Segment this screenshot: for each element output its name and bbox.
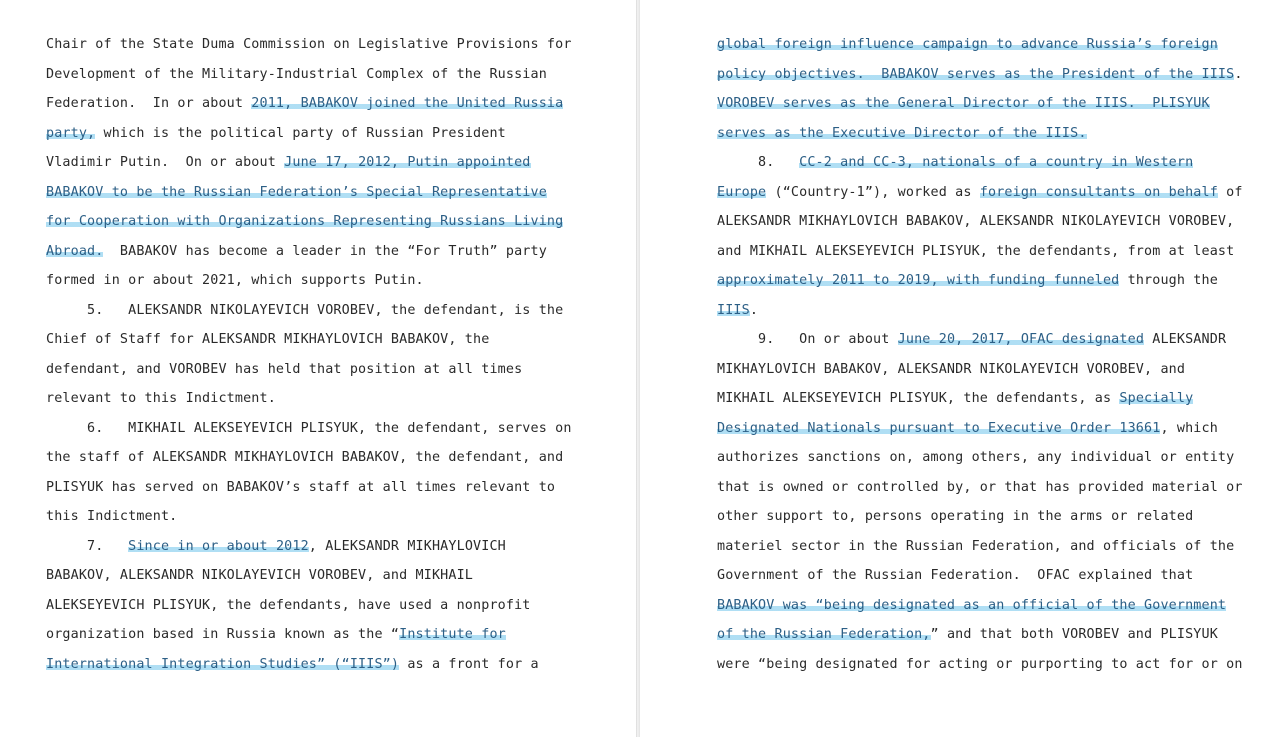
text-line (46, 591, 606, 621)
highlighted-text: June 17, 2012, Putin appointed (284, 155, 531, 170)
text-segment: organization based in Russia known as the “ (46, 627, 400, 642)
text-segment: formed in or about 2021, which supports Putin. (46, 273, 424, 288)
text-segment: PLISYUK has served on BABAKOV’s staff at all times relevant to (46, 479, 556, 495)
text-line (46, 178, 606, 208)
text-segment: . (1234, 66, 1243, 82)
highlighted-text: VOROBEV serves as the General Director of the IIIS. PLISYUK (717, 96, 1210, 111)
text-segment: other support to, persons operating in the arms or related (717, 509, 1194, 524)
text-segment: ALEKSEYEVICH PLISYUK, the defendants, have used a nonprofit (46, 597, 531, 613)
text-line (46, 650, 606, 680)
text-segment: were “being designated for acting or purporting to act for or on (717, 656, 1243, 672)
text-line (46, 414, 606, 444)
text-segment: ALEKSANDR (1144, 332, 1227, 347)
text-line (46, 296, 606, 326)
highlighted-text: policy objectives. BABAKOV serves as the President of the IIIS (717, 66, 1235, 82)
text-line (46, 266, 606, 296)
text-segment: 9. On or about (717, 332, 898, 347)
text-segment: Development of the Military-Industrial Complex of the Russian (46, 66, 547, 82)
left-page-text (46, 30, 606, 679)
highlighted-text: party, (46, 125, 96, 141)
text-line (717, 384, 1277, 414)
text-segment: 5. ALEKSANDR NIKOLAYEVICH VOROBEV, the defendant, is the (46, 302, 564, 318)
text-segment: as a front for a (399, 656, 539, 672)
text-line (46, 532, 606, 562)
text-line (46, 148, 606, 178)
highlighted-text: for Cooperation with Organizations Representing Russians Living (46, 214, 564, 229)
highlighted-text: CC-2 and CC-3, nationals of a country in Western (799, 155, 1194, 170)
text-segment: Chair of the State Duma Commission on Legislative Provisions for (46, 37, 572, 52)
highlighted-text: June 20, 2017, OFAC designated (897, 332, 1145, 347)
text-segment: Federation. In or about (46, 96, 252, 111)
text-segment: of (1217, 184, 1243, 200)
highlighted-text: global foreign influence campaign to advance Russia’s foreign (717, 37, 1218, 52)
text-segment: this Indictment. (46, 509, 178, 524)
highlighted-text: of the Russian Federation, (717, 627, 931, 642)
text-segment: authorizes sanctions on, among others, any individual or entity (717, 450, 1235, 465)
text-segment: relevant to this Indictment. (46, 391, 276, 406)
text-line (717, 30, 1277, 60)
text-line (46, 443, 606, 473)
highlighted-text: BABAKOV to be the Russian Federation’s Special Representative (46, 184, 547, 200)
text-line (717, 591, 1277, 621)
text-segment: ALEKSANDR MIKHAYLOVICH BABAKOV, ALEKSANDR NIKOLAYEVICH VOROBEV, (717, 214, 1235, 229)
text-line (717, 561, 1277, 591)
text-segment: that is owned or controlled by, or that has provided material or (717, 479, 1243, 495)
text-line (717, 443, 1277, 473)
highlighted-text: serves as the Executive Director of the IIIS. (717, 125, 1087, 141)
text-segment: 7. (46, 538, 129, 554)
text-line (717, 355, 1277, 385)
text-segment: MIKHAYLOVICH BABAKOV, ALEKSANDR NIKOLAYEVICH VOROBEV, and (717, 361, 1186, 377)
text-line (46, 325, 606, 355)
text-line (717, 414, 1277, 444)
text-segment: , which (1160, 420, 1218, 436)
text-line (717, 296, 1277, 326)
text-line (717, 60, 1277, 90)
text-line (717, 148, 1277, 178)
text-segment: ” and that both VOROBEV and PLISYUK (930, 627, 1218, 642)
text-segment: Government of the Russian Federation. OFAC explained that (717, 568, 1194, 583)
text-line (717, 473, 1277, 503)
left-page (0, 0, 636, 737)
highlighted-text: approximately 2011 to 2019, with funding funneled (717, 273, 1120, 288)
text-line (717, 266, 1277, 296)
text-line (717, 620, 1277, 650)
text-segment: Vladimir Putin. On or about (46, 155, 285, 170)
text-line (717, 325, 1277, 355)
text-line (46, 237, 606, 267)
text-line (46, 30, 606, 60)
highlighted-text: International Integration Studies” (“IIIS”) (46, 656, 400, 672)
text-line (46, 473, 606, 503)
text-line (46, 502, 606, 532)
highlighted-text: Institute for (399, 627, 506, 642)
text-segment: 8. (717, 155, 800, 170)
text-line (46, 561, 606, 591)
text-line (46, 119, 606, 149)
highlighted-text: Since in or about 2012 (128, 538, 309, 554)
text-line (46, 60, 606, 90)
highlighted-text: Designated Nationals pursuant to Executive Order 13661 (717, 420, 1161, 436)
text-line (717, 650, 1277, 680)
text-line (46, 384, 606, 414)
text-segment: which is the political party of Russian President (95, 125, 506, 141)
text-segment: MIKHAIL ALEKSEYEVICH PLISYUK, the defendants, as (717, 391, 1120, 406)
text-segment: the staff of ALEKSANDR MIKHAYLOVICH BABAKOV, the defendant, and (46, 450, 564, 465)
text-segment: defendant, and VOROBEV has held that position at all times (46, 361, 523, 377)
text-segment: and MIKHAIL ALEKSEYEVICH PLISYUK, the defendants, from at least (717, 243, 1235, 259)
text-line (717, 207, 1277, 237)
text-line (46, 89, 606, 119)
text-segment: (“Country-1”), worked as (766, 184, 980, 200)
text-segment: Chief of Staff for ALEKSANDR MIKHAYLOVICH BABAKOV, the (46, 332, 490, 347)
highlighted-text: Europe (717, 184, 767, 200)
text-segment: BABAKOV, ALEKSANDR NIKOLAYEVICH VOROBEV, and MIKHAIL (46, 568, 474, 583)
highlighted-text: Specially (1119, 391, 1194, 406)
right-page (640, 0, 1280, 737)
highlighted-text: 2011, BABAKOV joined the United Russia (251, 96, 564, 111)
text-segment: BABAKOV has become a leader in the “For Truth” party (103, 243, 547, 259)
text-segment: 6. MIKHAIL ALEKSEYEVICH PLISYUK, the defendant, serves on (46, 420, 572, 436)
text-line (717, 532, 1277, 562)
highlighted-text: Abroad. (46, 243, 104, 259)
text-line (717, 89, 1277, 119)
right-page-text (717, 30, 1277, 679)
highlighted-text: BABAKOV was “being designated as an official of the Government (717, 597, 1227, 613)
text-segment: , ALEKSANDR MIKHAYLOVICH (308, 538, 506, 554)
text-line (717, 502, 1277, 532)
text-segment: materiel sector in the Russian Federation, and officials of the (717, 538, 1235, 554)
text-segment: . (749, 302, 759, 318)
text-segment: through the (1119, 273, 1218, 288)
highlighted-text: IIIS (717, 302, 750, 318)
text-line (717, 178, 1277, 208)
highlighted-text: foreign consultants on behalf (979, 184, 1218, 200)
text-line (717, 119, 1277, 149)
text-line (46, 207, 606, 237)
text-line (46, 355, 606, 385)
text-line (46, 620, 606, 650)
text-line (717, 237, 1277, 267)
